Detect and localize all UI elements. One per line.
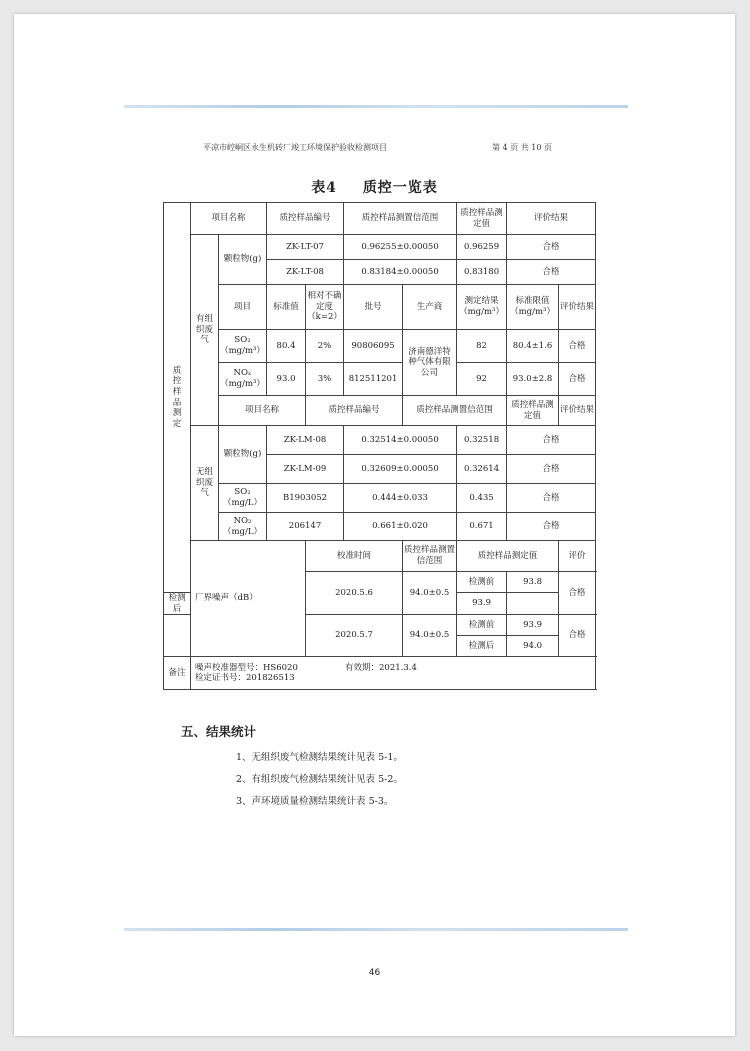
col-project-name: 项目名称 [219, 396, 306, 426]
col-evaluation: 评价结果 [559, 285, 596, 330]
table-cell: 检测后 [164, 593, 191, 615]
table-cell: 检测前 [457, 615, 507, 636]
col-maker: 生产商 [403, 285, 457, 330]
col-sample-code: 质控样品编号 [306, 396, 403, 426]
col-noise-eval: 评价 [559, 541, 596, 572]
header-page-info: 第 4 页 共 10 页 [492, 143, 552, 152]
table-cell: 检测前 [457, 572, 507, 593]
table-cell: 0.32514±0.00050 [344, 426, 457, 455]
table-cell: 2020.5.6 [306, 572, 403, 615]
col-eval-result: 评价结果 [559, 396, 596, 426]
table-cell: 0.83184±0.00050 [344, 260, 457, 285]
col-limit: 标准限值（mg/m³） [507, 285, 559, 330]
table-cell: 合格 [559, 615, 596, 657]
col-sample-code: 质控样品编号 [267, 203, 344, 235]
noise-label: 厂界噪声（dB） [191, 541, 306, 657]
col-batch: 批号 [344, 285, 403, 330]
table-cell: 0.444±0.033 [344, 484, 457, 513]
col-measured-value: 质控样品测定值 [507, 396, 559, 426]
table-cell: 80.4 [267, 330, 306, 363]
particulate-label: 颗粒物(g) [219, 426, 267, 484]
col-measured: 测定结果（mg/m³） [457, 285, 507, 330]
remark-cell [191, 657, 596, 690]
table-cell: 合格 [507, 513, 596, 541]
table-cell: 合格 [559, 363, 596, 396]
table-cell: 812511201 [344, 363, 403, 396]
col-calibration-time: 校准时间 [306, 541, 403, 572]
table-cell: 93.0±2.8 [507, 363, 559, 396]
table-cell: 合格 [559, 572, 596, 615]
table-cell: NOₓ（mg/m³） [219, 363, 267, 396]
col-uncertainty: 相对不确定度（k=2） [306, 285, 344, 330]
section-item: 2、有组织废气检测结果统计见表 5-2。 [236, 774, 403, 785]
col-item: 项目 [219, 285, 267, 330]
col-standard-value: 标准值 [267, 285, 306, 330]
section-item: 3、声环境质量检测结果统计表 5-3。 [236, 796, 394, 807]
table-cell: 93.0 [267, 363, 306, 396]
table-cell: 0.661±0.020 [344, 513, 457, 541]
table-cell: 0.32609±0.00050 [344, 455, 457, 484]
table-cell: 92 [457, 363, 507, 396]
table-title [14, 177, 735, 197]
section-item: 1、无组织废气检测结果统计见表 5-1。 [236, 752, 403, 763]
table-cell: 3% [306, 363, 344, 396]
table-cell: ZK-LT-07 [267, 235, 344, 260]
table-cell: 合格 [507, 235, 596, 260]
unorganized-gas-label: 无组织废气 [191, 426, 219, 541]
table-cell: ZK-LT-08 [267, 260, 344, 285]
section-title: 五、结果统计 [181, 724, 257, 739]
table-cell: ZK-LM-09 [267, 455, 344, 484]
particulate-label: 颗粒物(g) [219, 235, 267, 285]
table-cell: 93.9 [457, 593, 507, 615]
remark-model: 噪声校准器型号：HS6020 [195, 662, 298, 673]
header-project: 平凉市崆峒区永生机砖厂竣工环境保护验收检测项目 [203, 143, 387, 152]
table-cell: 2020.5.7 [306, 615, 403, 657]
table-cell: NO₂（mg/L） [219, 513, 267, 541]
quality-control-table [163, 202, 596, 690]
table-cell: 93.9 [507, 615, 559, 636]
side-gap [164, 615, 191, 657]
remark-cert: 检定证书号：201826513 [195, 673, 295, 684]
col-eval-result: 评价结果 [507, 203, 596, 235]
col-project-name: 项目名称 [191, 203, 267, 235]
table-cell: 合格 [507, 484, 596, 513]
table-cell: B1903052 [267, 484, 344, 513]
document-page [14, 14, 735, 1036]
table-cell: 0.83180 [457, 260, 507, 285]
col-measured-value: 质控样品测定值 [457, 203, 507, 235]
table-cell: SO₂（mg/m³） [219, 330, 267, 363]
table-cell: 90806095 [344, 330, 403, 363]
col-noise-value: 质控样品测定值 [457, 541, 559, 572]
remark-label: 备注 [164, 657, 191, 690]
col-confidence-range: 质控样品测置信范围 [344, 203, 457, 235]
table-number: 表4 [311, 180, 337, 196]
table-cell: 0.32614 [457, 455, 507, 484]
col-noise-range: 质控样品测置信范围 [403, 541, 457, 572]
table-cell: 合格 [559, 330, 596, 363]
table-cell: 206147 [267, 513, 344, 541]
table-name: 质控一览表 [362, 180, 438, 196]
table-cell: 检测后 [457, 636, 507, 657]
organized-gas-label: 有组织废气 [191, 235, 219, 426]
scan-edge-top [124, 105, 628, 108]
table-cell: 94.0±0.5 [403, 572, 457, 615]
table-cell: 0.32518 [457, 426, 507, 455]
table-cell: 合格 [507, 260, 596, 285]
table-cell: 94.0±0.5 [403, 615, 457, 657]
page-number: 46 [368, 968, 381, 978]
col-confidence-range: 质控样品测置信范围 [403, 396, 507, 426]
table-cell: 0.671 [457, 513, 507, 541]
side-label: 质控样品测定 [164, 203, 191, 593]
table-cell: SO₂（mg/L） [219, 484, 267, 513]
scan-edge-bottom [124, 928, 628, 931]
table-cell: 2% [306, 330, 344, 363]
table-cell: 93.8 [507, 572, 559, 593]
table-cell: 合格 [507, 455, 596, 484]
maker-cell: 济南德洋特种气体有限公司 [403, 330, 457, 396]
remark-valid: 有效期：2021.3.4 [345, 662, 417, 673]
remark-line-1 [195, 663, 594, 674]
table-cell: 80.4±1.6 [507, 330, 559, 363]
table-cell: 94.0 [507, 636, 559, 657]
table-cell: 0.96255±0.00050 [344, 235, 457, 260]
table-cell: 合格 [507, 426, 596, 455]
table-cell: 82 [457, 330, 507, 363]
table-cell: ZK-LM-08 [267, 426, 344, 455]
table-cell: 0.435 [457, 484, 507, 513]
table-cell: 0.96259 [457, 235, 507, 260]
